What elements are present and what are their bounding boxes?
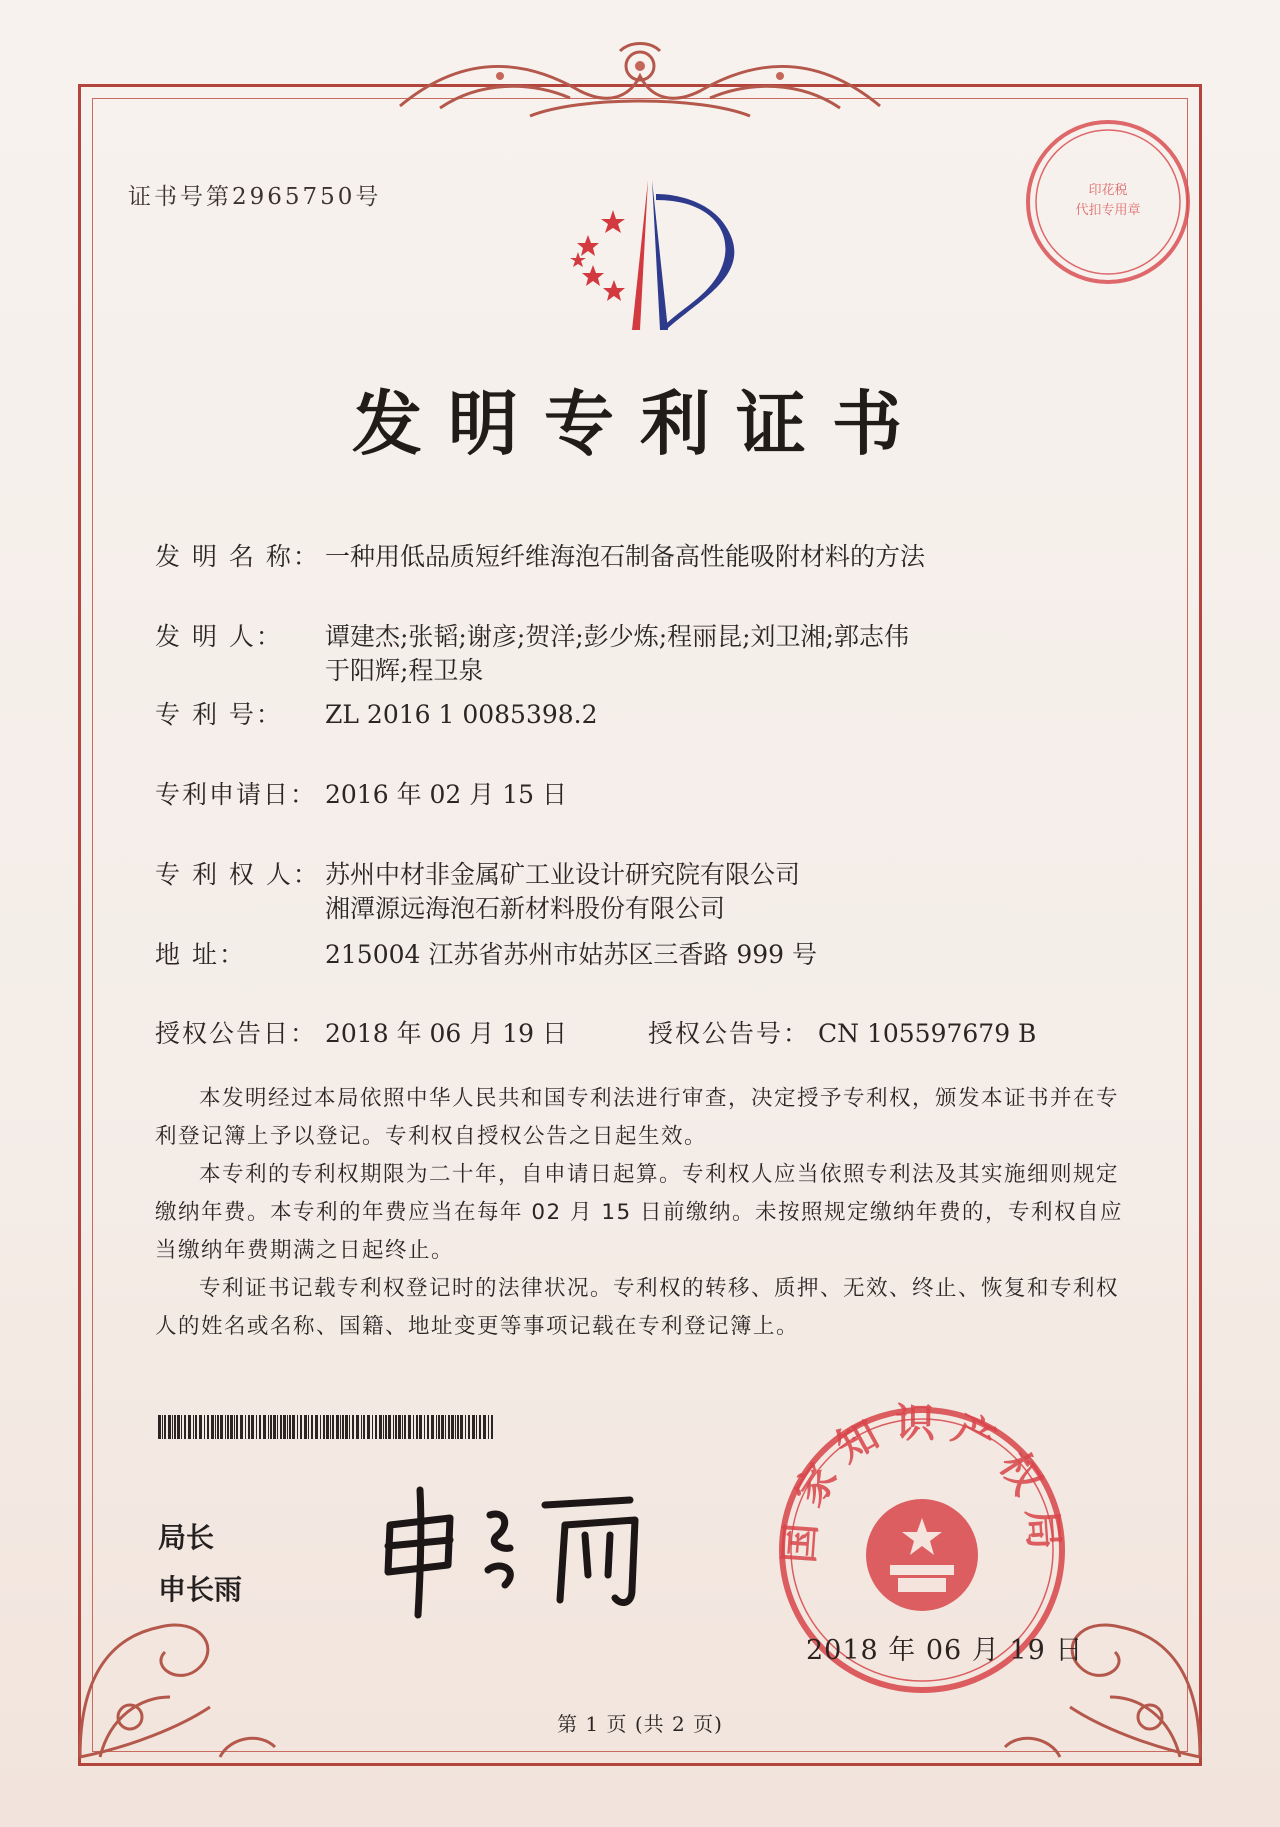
field-value-line: 湘潭源远海泡石新材料股份有限公司 [325, 894, 726, 923]
field-label: 地 址： [155, 940, 246, 969]
field-filing-date [155, 778, 567, 812]
field-grant-number [648, 1017, 1036, 1051]
field-invention-name [155, 540, 925, 574]
director-title: 局长 [158, 1521, 215, 1554]
field-grant-date [155, 1017, 567, 1051]
barcode-icon [158, 1415, 494, 1439]
director-block [158, 1512, 242, 1616]
tax-stamp-seal-icon [1018, 112, 1198, 292]
director-signature-icon [370, 1480, 660, 1620]
field-label: 专利申请日： [155, 780, 318, 809]
top-ornament-icon [380, 36, 900, 126]
field-address [155, 938, 817, 972]
field-value: CN 105597679 B [818, 1019, 1037, 1048]
field-value-line: 于阳辉;程卫泉 [325, 656, 484, 685]
svg-text:代扣专用章: 代扣专用章 [1075, 203, 1141, 218]
field-label: 专 利 号： [155, 700, 283, 729]
field-patent-number [155, 698, 598, 732]
page-indicator: 第 1 页 (共 2 页) [557, 1712, 723, 1736]
body-paragraph: 本发明经过本局依照中华人民共和国专利法进行审查，决定授予专利权，颁发本证书并在专利登记簿上予以登记。专利权自授权公告之日起生效。 [155, 1086, 1120, 1149]
certificate-body [155, 1080, 1125, 1346]
certificate-number: 证书号第2965750号 [128, 184, 382, 210]
svg-text:国家知识产权局: 国家知识产权局 [776, 1400, 1068, 1565]
field-value: 2016 年 02 月 15 日 [325, 780, 567, 809]
director-name: 申长雨 [158, 1573, 243, 1606]
patent-office-logo-icon [548, 180, 748, 340]
body-paragraph: 本专利的专利权期限为二十年，自申请日起算。专利权人应当依照专利法及其实施细则规定缴纳年费。本专利的年费应当在每年 02 月 15 日前缴纳。未按照规定缴纳年费的，专利权自应当缴纳年费期满之日起终止。 [155, 1162, 1124, 1263]
field-inventors [155, 620, 909, 688]
seal-date: 2018 年 06 月 19 日 [806, 1635, 1084, 1666]
body-paragraph: 专利证书记载专利权登记时的法律状况。专利权的转移、质押、无效、终止、恢复和专利权人的姓名或名称、国籍、地址变更等事项记载在专利登记簿上。 [155, 1276, 1120, 1339]
field-value: 215004 江苏省苏州市姑苏区三香路 999 号 [325, 940, 817, 969]
field-patentees [155, 858, 800, 926]
field-value-line: 苏州中材非金属矿工业设计研究院有限公司 [325, 860, 801, 889]
field-label: 发 明 名 称： [155, 542, 320, 571]
field-label: 专 利 权 人： [155, 860, 320, 889]
svg-text:印花税: 印花税 [1088, 183, 1128, 198]
field-value: ZL 2016 1 0085398.2 [325, 700, 598, 729]
field-label: 授权公告日： [155, 1019, 318, 1048]
certificate-title: 发明专利证书 [352, 383, 928, 465]
field-value: 2018 年 06 月 19 日 [325, 1019, 567, 1048]
field-label: 发 明 人： [155, 622, 283, 651]
field-value-line: 谭建杰;张韬;谢彦;贺洋;彭少炼;程丽昆;刘卫湘;郭志伟 [325, 622, 909, 651]
field-value: 一种用低品质短纤维海泡石制备高性能吸附材料的方法 [325, 542, 926, 571]
field-label: 授权公告号： [648, 1019, 811, 1048]
